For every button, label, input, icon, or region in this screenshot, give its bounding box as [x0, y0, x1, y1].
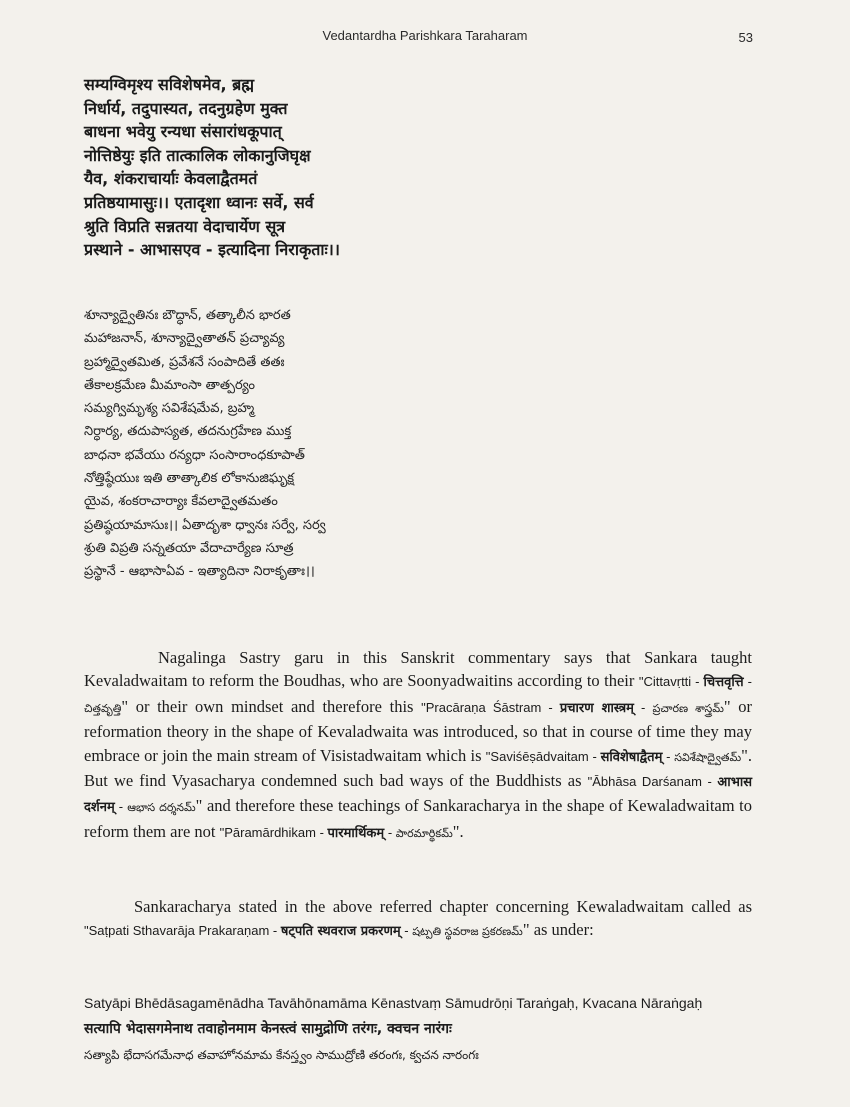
telugu-line: నోత్తిష్ఠేయుః ఇతి తాత్కాలిక లోకానుజిఘృక్ష [84, 471, 295, 487]
devanagari-line: सम्यग्विमृश्य सविशेषमेव, ब्रह्म [84, 75, 255, 94]
devanagari-line: यैव, शंकराचार्याः केवलाद्वैतमतं [84, 169, 258, 189]
term-devanagari: सविशेषाद्वैतम् [600, 749, 663, 765]
verse-devanagari: सत्यापि भेदासगमेनाथ तवाहोनमाम केनस्त्वं सामुद्रोणि तरंगः, क्वचन नारंगः [84, 1021, 452, 1037]
verse-roman: Satyāpi Bhēdāsagamēnādha Tavāhōnamāma Kēnastvaṃ Sāmudrōṇi Taraṅgaḥ, Kvacana Nāraṅgaḥ [84, 995, 703, 1011]
term-telugu: చిత్తవృత్తి [84, 701, 122, 715]
term-devanagari: प्रचारण शास्त्रम् [559, 700, 634, 716]
term-separator: - [400, 923, 413, 939]
commentary-paragraph [84, 895, 752, 944]
paragraph-text: ". [452, 821, 464, 841]
devanagari-line: निर्धार्य, तदुपास्यत, तदनुग्रहेण मुक्त [84, 98, 288, 118]
term-roman: "Pracāraṇa Śāstram - [421, 699, 560, 715]
term-roman: "Cittavṛtti - [638, 674, 704, 690]
paragraph-text: " and therefore these teachings of Sankaracharya in the shape of Kewaladwaitam to reform them are not [84, 796, 752, 841]
telugu-line: సమ్యగ్విమృశ్య సవిశేషమేవ, బ్రహ్మ [84, 401, 255, 417]
devanagari-line: प्रस्थाने - आभासएव - इत्यादिना निराकृताः।। [84, 240, 340, 260]
paragraph-text: Nagalinga Sastry garu in this Sanskrit commentary says that Sankara taught Kevaladwaitam to reform the Boudhas, who are Soonyadwaitins according to their [84, 648, 752, 691]
term-separator: - [384, 824, 396, 840]
commentary-paragraph [84, 646, 752, 845]
telugu-line: బ్రహ్మాద్వైతమిత, ప్రవేశనే సంపాదితే తతః [84, 354, 285, 370]
telugu-line: తేకాలక్రమేణ మీమాంసా తాత్పర్యం [84, 377, 255, 393]
devanagari-line: श्रुति विप्रति सन्नतया वेदाचार्येण सूत्र [84, 216, 286, 236]
paragraph-text: " as under: [522, 920, 594, 940]
term-devanagari: आभास दर्शनम् [84, 775, 752, 816]
quoted-verse [84, 990, 784, 1068]
term-separator: - [633, 699, 653, 715]
sanskrit-telugu-verse [84, 304, 684, 584]
telugu-line: ప్రతిష్ఠయామాసుః।। ఏతాదృశా ధ్వానః సర్వే, సర్వ [84, 517, 326, 533]
term-roman: "Ābhāsa Darśanam - [587, 774, 718, 790]
telugu-line: ప్రస్థానే - ఆభాసాఏవ - ఇత్యాదినా నిరాకృతాః।। [84, 564, 315, 580]
term-separator: - [743, 674, 752, 690]
term-telugu: షట్పతి స్థవరాజ ప్రకరణమ్ [412, 925, 523, 939]
paragraph-text: Sankaracharya stated in the above referred chapter concerning Kewaladwaitam called as [134, 897, 752, 916]
devanagari-line: बाधना भवेयु रन्यधा संसारांधकूपात् [84, 122, 282, 142]
term-devanagari: पारमार्थिकम् [327, 825, 385, 841]
paragraph-text: ". But we find Vyasacharya condemned such bad ways of the Buddhists as [84, 745, 752, 791]
term-roman: "Saviśēṣādvaitam - [485, 748, 601, 764]
term-devanagari: षट्पति स्थवराज प्रकरणम् [280, 924, 401, 940]
running-title: Vedantardha Parishkara Taraharam [322, 28, 528, 43]
term-roman: "Pāramārdhikam - [219, 824, 328, 840]
telugu-line: శూన్యాద్వైతినః బౌద్ధాన్, తత్కాలీన భారత [84, 308, 291, 323]
telugu-line: బాధనా భవేయు రన్యధా సంసారాంధకూపాత్ [84, 447, 305, 463]
term-telugu: ఆభాస దర్శనమ్ [127, 801, 196, 815]
term-roman: "Saṭpati Sthavarāja Prakaraṇam - [84, 923, 281, 939]
term-telugu: ప్రచారణ శాస్త్రమ్ [652, 701, 724, 715]
telugu-line: మహాజనాన్, శూన్యాద్వైతాతన్ ప్రచ్యావ్య [84, 331, 285, 347]
term-separator: - [114, 799, 128, 815]
telugu-line: శ్రుతి విప్రతి సన్నతయా వేదాచార్యేణ సూత్ర [84, 540, 294, 556]
sanskrit-devanagari-verse [84, 73, 684, 262]
term-telugu: పారమార్థికమ్ [395, 826, 453, 840]
verse-telugu: సత్యాపి భేదాసగమేనాధ తవాహోనమామ కేనస్త్వం సాముద్రోణి తరంగః, క్వచన నారంగః [84, 1048, 479, 1062]
telugu-line: నిర్ధార్య, తదుపాస్యత, తదనుగ్రహేణ ముక్త [84, 424, 292, 440]
devanagari-line: प्रतिष्ठयामासुः।। एतादृशा ध्वानः सर्वे, सर्व [84, 192, 314, 212]
term-devanagari: चित्तवृत्ति [703, 675, 744, 691]
term-telugu: సవిశేషాద్వైతమ్ [674, 750, 742, 764]
paragraph-text: " or their own mindset and therefore this [121, 696, 422, 716]
page-number: 53 [738, 30, 753, 45]
devanagari-line: नोत्तिष्ठेयुः इति तात्कालिक लोकानुजिघृक्ष [84, 145, 311, 165]
term-separator: - [662, 748, 675, 764]
telugu-line: యైవ, శంకరాచార్యాః కేవలాద్వైతమతం [84, 494, 278, 510]
paragraph-text: " or reformation theory in the shape of Kevaladwaita was introduced, so that in course of time they may embrace or join the main stream of Visistadwaitam which is [84, 696, 752, 765]
